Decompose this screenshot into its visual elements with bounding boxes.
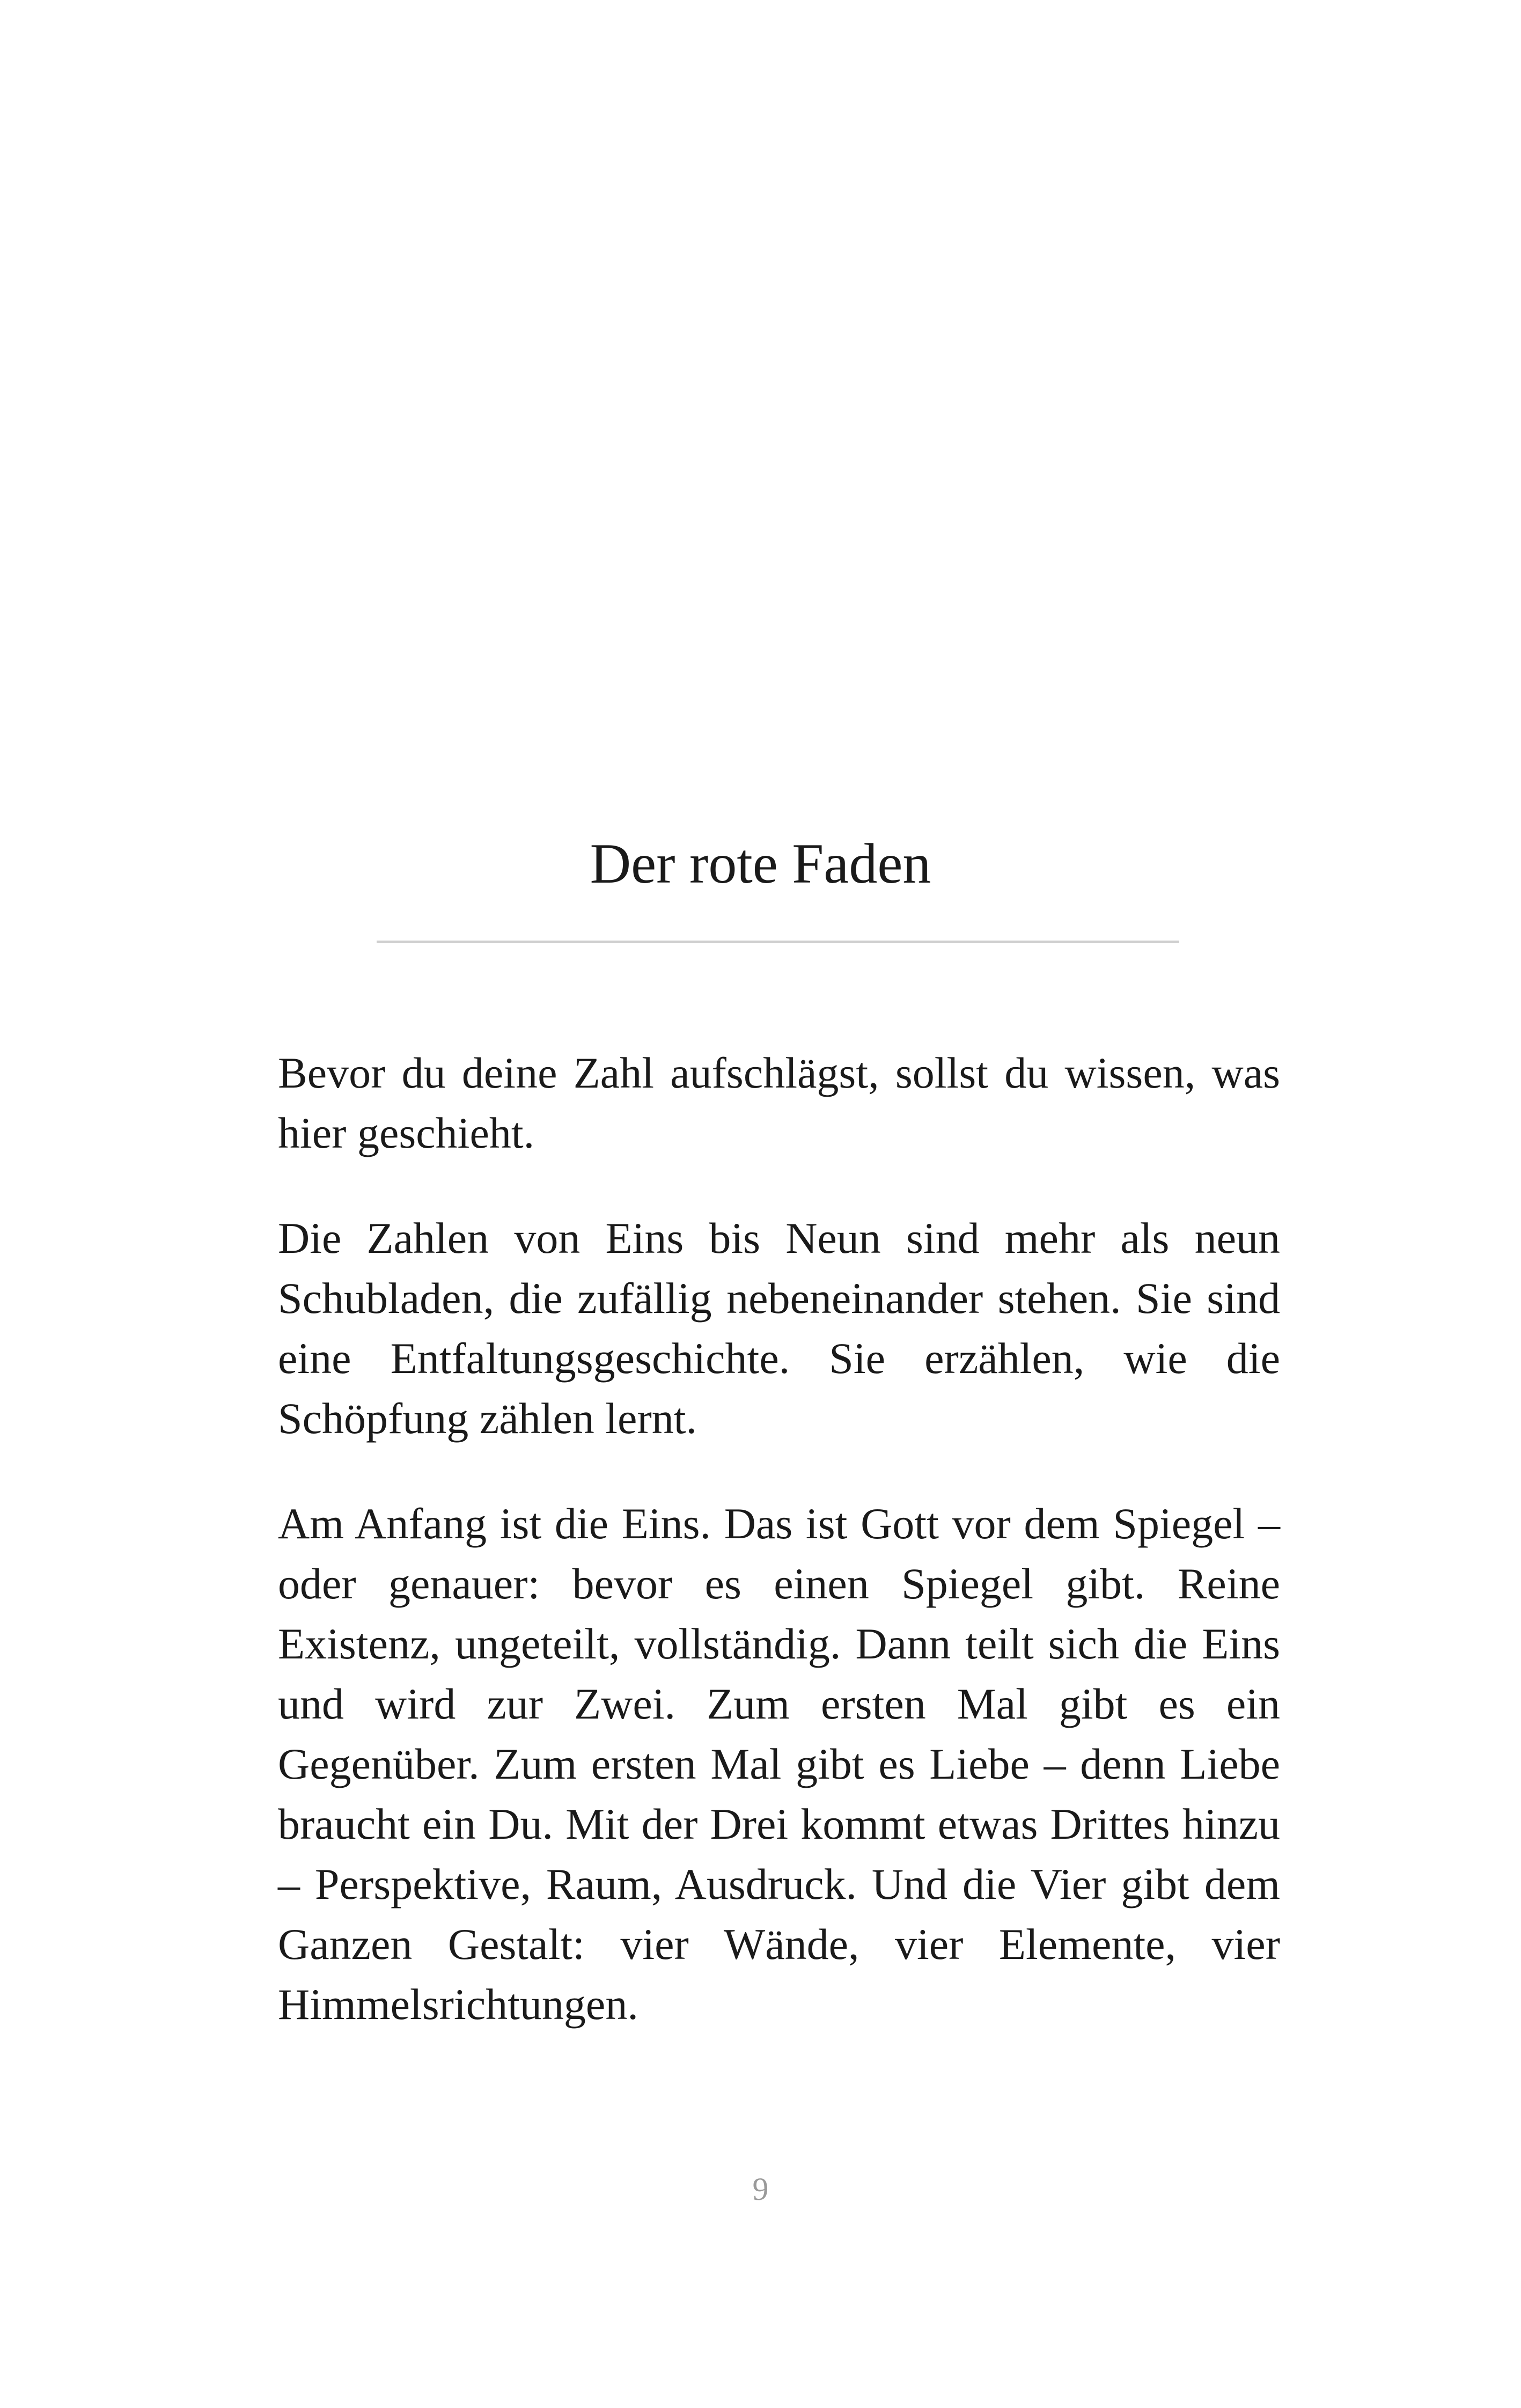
paragraph-1: Bevor du deine Zahl aufschlägst, sollst du wissen, was hier geschieht. — [278, 1048, 1280, 1157]
title-divider — [377, 941, 1179, 943]
chapter-title: Der rote Faden — [590, 832, 931, 895]
paragraph-3: Am Anfang ist die Eins. Das ist Gott vor dem Spiegel – oder genauer: bevor es einen Spiegel gibt. Reine Existenz, ungeteilt, vollständig. Dann teilt sich die Eins und wird zur Zwei. Zum ersten Mal gibt es ein Gegenüber. Zum ersten Mal gibt es Liebe – denn Liebe braucht ein Du. Mit der Drei kommt etwas Drittes hinzu – Perspektive, Raum, Ausdruck. Und die Vier gibt dem Ganzen Gestalt: vier Wände, vier Elemente, vier Himmelsrichtungen. — [278, 1499, 1280, 2029]
page-number: 9 — [752, 2171, 769, 2207]
body-text — [278, 1043, 1280, 2080]
paragraph-2: Die Zahlen von Eins bis Neun sind mehr als neun Schubladen, die zufällig nebeneinander stehen. Sie sind eine Entfaltungsgeschichte. Sie erzählen, wie die Schöpfung zählen lernt. — [278, 1214, 1280, 1443]
